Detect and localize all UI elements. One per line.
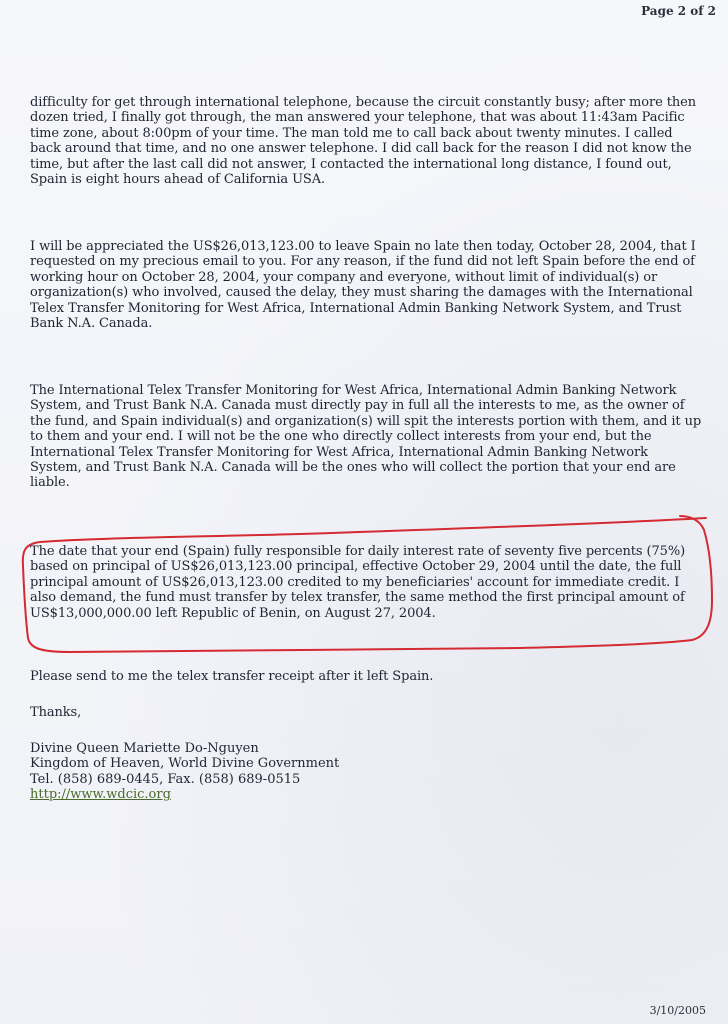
paragraph-call-attempts: difficulty for get through international telephone, because the circuit constantly busy; after more then dozen tried, I finally got through, the man answered your telephone, that was about 11:43am Pacific time zone, about 8:00pm of your time. The man told me to call back about twenty minutes. I called back around that time, and no one answer telephone. I did call back for the reason I did not know the time, but after the last call did not answer, I contacted the international long distance, I found out, Spain is eight hours ahead of California USA. xyxy=(30,95,697,188)
paragraph-interest-rate-circled: The date that your end (Spain) fully responsible for daily interest rate of seventy five percents (75%) based on principal of US$26,013,123.00 principal, effective October 29, 2004 until the date, the full principal amount of US$26,013,123.00 credited to my beneficiaries' account for immediate credit. I also demand, the fund must transfer by telex transfer, the same method the first principal amount of US$13,000,000.00 left Republic of Benin, on August 27, 2004. xyxy=(30,544,686,621)
paragraph-interest-payment: The International Telex Transfer Monitoring for West Africa, International Admin Banking Network System, and Trust Bank N.A. Canada must directly pay in full all the interests to me, as the owner of the fund, and Spain individual(s) and organization(s) will spit the interests portion with them, and it up to them and your end. I will not be the one who directly collect interests from your end, but the International Telex Transfer Monitoring for West Africa, International Admin Banking Network System, and Trust Bank N.A. Canada will be the ones who will collect the portion that your end are liable. xyxy=(30,383,702,491)
paragraph-receipt-request: Please send to me the telex transfer receipt after it left Spain. xyxy=(30,669,434,684)
page-number: Page 2 of 2 xyxy=(641,4,716,18)
signer-organization: Kingdom of Heaven, World Divine Government xyxy=(30,756,340,772)
red-ink-stroke xyxy=(23,516,712,652)
print-date: 3/10/2005 xyxy=(649,1004,706,1017)
website-link[interactable]: http://www.wdcic.org xyxy=(30,787,171,803)
signer-name: Divine Queen Mariette Do-Nguyen xyxy=(30,741,259,756)
closing-thanks: Thanks, xyxy=(30,705,82,720)
contact-phone: Tel. (858) 689-0445, Fax. (858) 689-0515 xyxy=(30,771,301,787)
paragraph-fund-deadline: I will be appreciated the US$26,013,123.00 to leave Spain no late then today, October 28, 2004, that I requested on my precious email to you. For any reason, if the fund did not left Spain before the end of working hour on October 28, 2004, your company and everyone, without limit of individual(s) or organization(s) who involved, caused the delay, they must sharing the damages with the International Telex Transfer Monitoring for West Africa, International Admin Banking Network System, and Trust Bank N.A. Canada. xyxy=(30,239,696,332)
